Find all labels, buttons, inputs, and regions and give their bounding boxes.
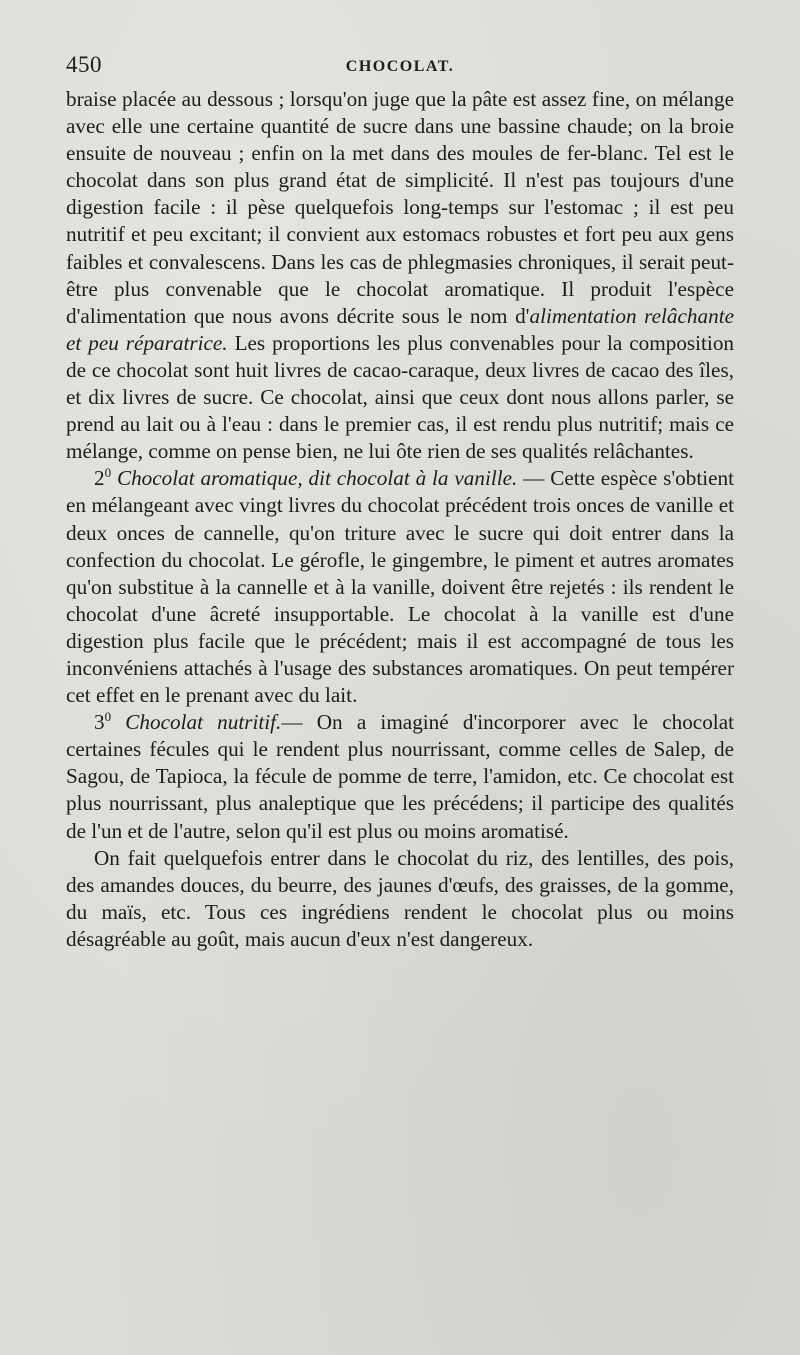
paragraph-plain-chocolate — [66, 86, 734, 465]
section-title: Chocolat nutritif. — [125, 710, 282, 735]
paragraph-nutritive-chocolate — [66, 709, 734, 844]
paragraph-aromatic-chocolate — [66, 465, 734, 709]
section-number-degree: 0 — [104, 709, 112, 725]
italic-term: alimentation relâchante et peu réparatrice. — [66, 303, 734, 355]
section-number-digit: 3 — [94, 710, 105, 735]
section-number — [94, 710, 111, 734]
running-head: CHOCOLAT. — [345, 58, 455, 75]
section-number-digit: 2 — [94, 466, 105, 491]
paragraph-other-ingredients — [66, 845, 734, 953]
paragraph-text: — Cette espèce s'obtient en mélangeant avec vingt livres du chocolat précédent trois onces de vanille et deux onces de cannelle, qu'on triture avec le sucre qui doit entrer dans la confection du chocolat. Le gérofle, le gingembre, le piment et autres aromates qu'on substitue à la cannelle et à la vanille, doivent être rejetés : ils rendent le chocolat d'une âcreté insupportable. Le chocolat à la vanille est d'une digestion plus facile que le précédent; mais il est accompagné de tous les inconvéniens attachés à l'usage des substances aromatiques. On peut tempérer cet effet en le prenant avec du lait. — [66, 466, 734, 708]
paragraph-text: — On a imaginé d'incorporer avec le chocolat certaines fécules qui le rendent plus nourrissant, comme celles de Salep, de Sagou, de Tapioca, la fécule de pomme de terre, l'amidon, etc. Ce chocolat est plus nourrissant, plus analeptique que les précédens; il participe des qualités de l'un et de l'autre, selon qu'il est plus ou moins aromatisé. — [66, 710, 734, 843]
paragraph-text: braise placée au dessous ; lorsqu'on juge que la pâte est assez fine, on mélange avec elle une certaine quantité de sucre dans une bassine chaude; on la broie ensuite de nouveau ; enfin on la met dans des moules de fer-blanc. Tel est le chocolat dans son plus grand état de simplicité. Il n'est pas toujours d'une digestion facile : il pèse quelquefois long-temps sur l'estomac ; il est peu nutritif et peu excitant; il convient aux estomacs robustes et fort peu aux gens faibles et convalescens. Dans les cas de phlegmasies chroniques, il serait peut-être plus convenable que le chocolat aromatique. Il produit l'espèce d'alimentation que nous avons décrite sous le nom d' — [66, 87, 734, 328]
section-number-degree: 0 — [104, 465, 112, 481]
page-number: 450 — [66, 52, 102, 77]
paragraph-text-continued: Les proportions les plus convenables pour la composition de ce chocolat sont huit livres de cacao-caraque, deux livres de cacao des îles, et dix livres de sucre. Ce chocolat, ainsi que ceux dont nous allons parler, se prend au lait ou à l'eau : dans le premier cas, il est rendu plus nutritif; mais ce mélange, comme on pense bien, ne lui ôte rien de ses qualités relâchantes. — [66, 330, 735, 464]
paragraph-text: On fait quelquefois entrer dans le chocolat du riz, des lentilles, des pois, des amandes douces, du beurre, des jaunes d'œufs, des graisses, de la gomme, du maïs, etc. Tous ces ingrédiens rendent le chocolat plus ou moins désagréable au goût, mais aucun d'eux n'est dangereux. — [66, 845, 734, 951]
body-text — [66, 86, 734, 953]
section-number — [94, 466, 111, 490]
section-title: Chocolat aromatique, dit chocolat à la vanille. — [116, 466, 518, 491]
page-header — [66, 52, 734, 86]
